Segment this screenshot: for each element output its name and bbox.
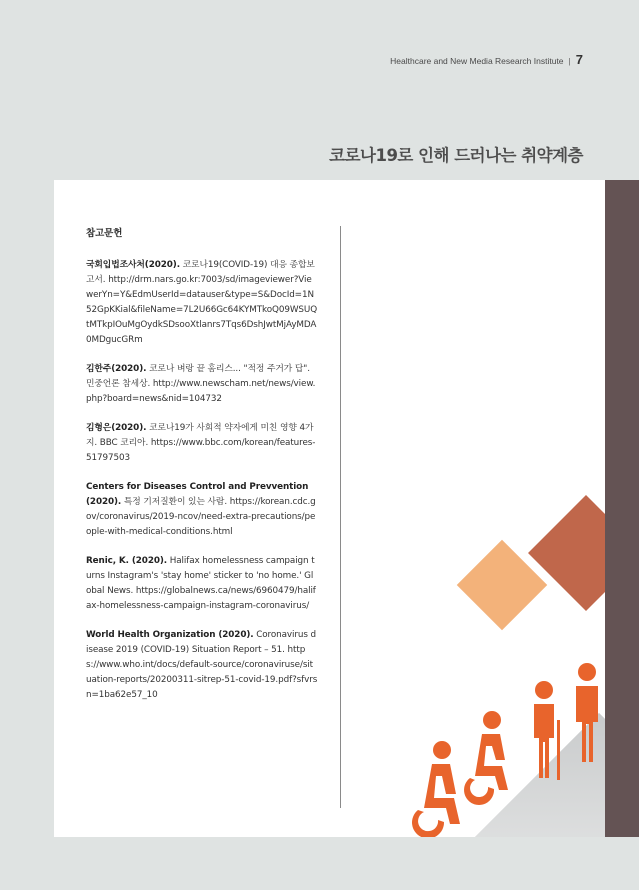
reference-text: Coronavirus disease 2019 (COVID-19) Situation Report – 51. https://www.who.int/docs/default-source/coronaviruse/situation-reports/20200311-sitrep-51-covid-19.pdf?sfvrsn=1ba62e57_10	[86, 630, 318, 700]
reference-text: 코로나 벼랑 끝 홈리스... "적정 주거가 답". 민중언론 참세상. http://www.newscham.net/news/view.php?board=news&nid=104732	[86, 364, 316, 404]
side-accent-bar	[605, 180, 639, 837]
reference-author: 김한주(2020).	[86, 364, 147, 374]
references-heading: 참고문헌	[86, 228, 123, 239]
reference-item	[86, 554, 318, 614]
reference-author: Centers for Diseases Control and Prevvention(2020).	[86, 482, 309, 507]
page-number: 7	[575, 52, 583, 67]
reference-text: 특정 기저질환이 있는 사람. https://korean.cdc.gov/coronavirus/2019-ncov/need-extra-precautions/people-with-medical-conditions.html	[86, 497, 316, 537]
reference-author: World Health Organization (2020).	[86, 630, 254, 640]
reference-item	[86, 628, 318, 703]
reference-item	[86, 421, 318, 466]
orange-accessibility-pictogram-icon	[410, 660, 605, 837]
references-section	[86, 226, 318, 717]
reference-item	[86, 480, 318, 540]
reference-item	[86, 258, 318, 348]
reference-author: 김형은(2020).	[86, 423, 147, 433]
reference-author: Renic, K. (2020).	[86, 556, 168, 566]
reference-author: 국회입법조사처(2020).	[86, 260, 180, 270]
reference-text: 코로나19가 사회적 약자에게 미친 영향 4가지. BBC 코리아. https://www.bbc.com/korean/features-51797503	[86, 423, 316, 463]
reference-text: Halifax homelessness campaign turns Instagram's 'stay home' sticker to 'no home.' Global News. https://globalnews.ca/news/6960479/halifax-homelessness-campaign-instagram-coronavirus/	[86, 556, 316, 611]
chapter-title: 코로나19로 인해 드러나는 취약계층	[329, 146, 583, 165]
institute-name: Healthcare and New Media Research Institute	[390, 56, 564, 66]
reference-item	[86, 362, 318, 407]
header-separator: |	[568, 56, 571, 66]
column-divider	[340, 226, 341, 808]
reference-text: 코로나19(COVID-19) 대응 종합보고서. http://drm.nars.go.kr:7003/sd/imageviewer?ViewerYn=Y&EdmUserId=datauser&type=S&DocId=1N52GpKKial&fileName=7L2U66Gc64KYMTkoQ09WSUQtMTkpIOuMgOydkSDsooXtlanrs7Tqs6DshJwtMjAyMDA0MDgucGRm	[86, 260, 318, 345]
running-header	[390, 52, 583, 67]
